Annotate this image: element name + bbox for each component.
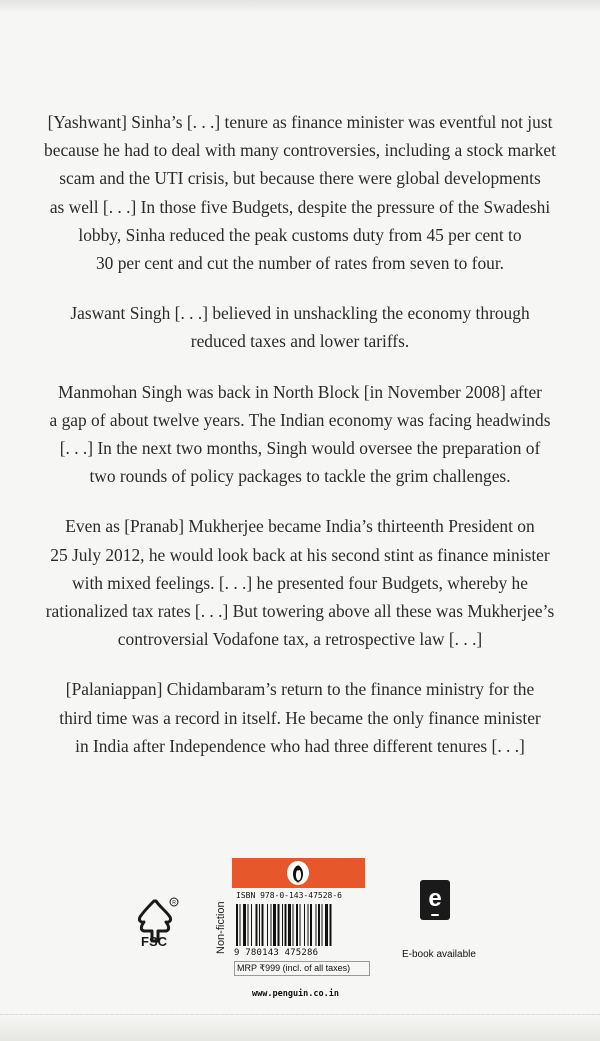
genre-label: Non-fiction — [215, 901, 227, 954]
barcode-bar — [271, 904, 272, 946]
barcode-bars — [232, 904, 365, 948]
quote-mukherjee: Even as [Pranab] Mukherjee became India’s thirteenth President on 25 July 2012, he would look back at his second stint as finance minister with mixed feelings. [. . .] he presented four Budgets, whereby he rationalized tax rates [. . .] But towering above all these was Mukherjee’s controversial Vodafone tax, a retrospective law [. . .] — [45, 516, 555, 650]
svg-text:e: e — [428, 885, 442, 912]
barcode-bar — [330, 904, 332, 946]
barcode-bar — [296, 904, 298, 946]
barcode-bar — [304, 904, 305, 946]
barcode-bar — [236, 904, 238, 946]
genre-label-wrap — [215, 892, 231, 956]
page-top-edge — [0, 0, 600, 14]
barcode-bar — [256, 904, 258, 946]
page-bottom-edge — [0, 1014, 600, 1041]
fsc-label: FSC — [141, 934, 167, 949]
svg-text:R: R — [172, 900, 176, 906]
publisher-band — [232, 858, 365, 888]
quote-jaswant-singh: Jaswant Singh [. . .] believed in unshackling the economy through reduced taxes and lower tariffs. — [70, 303, 530, 352]
barcode-bar — [248, 904, 249, 946]
barcode-bar — [251, 904, 252, 946]
barcode-bar — [243, 904, 246, 946]
mrp-price: MRP ₹999 (incl. of all taxes) — [234, 961, 370, 976]
barcode-bar — [240, 904, 241, 946]
quote-manmohan-singh: Manmohan Singh was back in North Block [in November 2008] after a gap of about twelve years. The Indian economy was facing headwinds [. . .] In the next two months, Singh would oversee the preparation of two rounds of policy packages to tackle the grim challenges. — [49, 381, 551, 487]
publisher-website: www.penguin.co.in — [252, 989, 339, 999]
fsc-tree-icon — [130, 882, 182, 962]
barcode-bar — [288, 904, 291, 946]
barcode-digits: 9 780143 475286 — [234, 948, 319, 958]
barcode-bar — [325, 904, 328, 946]
barcode-bar — [308, 904, 309, 946]
barcode-bar — [293, 904, 294, 946]
barcode-bar — [278, 904, 280, 946]
ebook-available-label: E-book available — [402, 949, 476, 960]
penguin-logo-icon — [287, 861, 309, 885]
barcode-bar — [300, 904, 301, 946]
blurb-quotes — [30, 108, 570, 782]
barcode-bar — [259, 904, 260, 946]
barcode-bar — [262, 904, 264, 946]
quote-sinha: [Yashwant] Sinha’s [. . .] tenure as finance minister was eventful not just because he had to deal with many controversies, including a stock market scam and the UTI crisis, but because there were global developments as well [. . .] In those five Budgets, despite the pressure of the Swadeshi lobby, Sinha reduced the peak customs duty from 45 per cent to 30 per cent and cut the number of rates from seven to four. — [44, 112, 556, 274]
barcode-bar — [282, 904, 283, 946]
barcode-bar — [318, 904, 320, 946]
ebook-icon — [420, 880, 450, 920]
barcode-bar — [322, 904, 323, 946]
barcode-block — [232, 858, 365, 1000]
barcode-bar — [267, 904, 268, 946]
barcode-bar — [273, 904, 276, 946]
barcode-bar — [316, 904, 317, 946]
barcode-bar — [285, 904, 287, 946]
quote-chidambaram: [Palaniappan] Chidambaram’s return to the finance ministry for the third time was a record in itself. He became the only finance minister in India after Independence who had three different tenures [. . .] — [59, 679, 541, 756]
isbn-text: ISBN 978-0-143-47528-6 — [236, 891, 342, 900]
barcode-bar — [310, 904, 312, 946]
